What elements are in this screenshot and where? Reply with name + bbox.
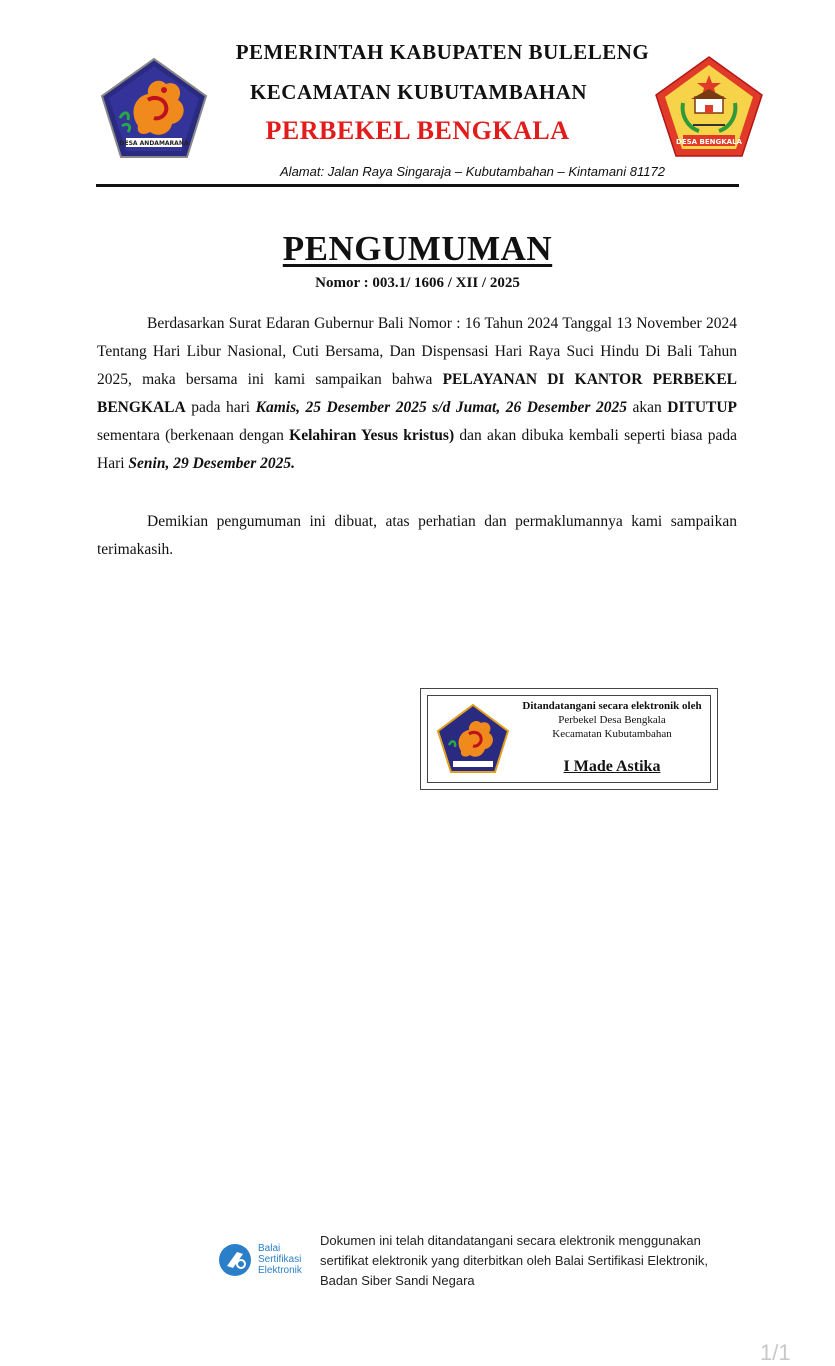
- paragraph-text: Berdasarkan Surat Edaran Gubernur Bali Nomor : 16 Tahun 2024 Tanggal 13 November 2024 Tentang Hari Libur Nasional, Cuti Bersama, Dan Dispensasi Hari Raya Suci Hindu Di Bali Tahun 2025, maka bersama ini kami sampaikan bahwa: [97, 315, 737, 388]
- holiday-reason: Kelahiran Yesus kristus): [289, 427, 455, 444]
- closing-text: Demikian pengumuman ini dibuat, atas perhatian dan permaklumannya kami sampaikan terimakasih.: [97, 513, 737, 558]
- bse-label-line: Balai: [258, 1243, 281, 1254]
- disclaimer-line: Dokumen ini telah ditandatangani secara elektronik menggunakan: [320, 1233, 701, 1248]
- letterhead-office: PERBEKEL BENGKALA: [265, 116, 570, 145]
- letterhead-government: PEMERINTAH KABUPATEN BULELENG: [235, 40, 650, 64]
- signature-crest-logo: [435, 703, 511, 775]
- service-office-emphasis: PELAYANAN DI KANTOR PERBEKEL BENGKALA: [97, 371, 738, 416]
- bse-certificate-icon: [215, 1240, 255, 1280]
- document-title: [0, 229, 835, 269]
- signer-district: Kecamatan Kubutambahan: [552, 728, 672, 740]
- paragraph-text: sementara (berkenaan dengan: [97, 427, 290, 444]
- document-title-text: PENGUMUMAN: [282, 229, 553, 268]
- disclaimer-line: Badan Siber Sandi Negara: [320, 1273, 475, 1288]
- logo-left-label: DESA ANDAMARANA: [119, 140, 189, 147]
- closed-emphasis: DITUTUP: [667, 399, 738, 416]
- bse-label-line: Elektronik: [258, 1265, 302, 1276]
- bse-label: [258, 1243, 302, 1276]
- document-number: Nomor : 003.1/ 1606 / XII / 2025: [315, 275, 520, 291]
- letterhead-address: Alamat: Jalan Raya Singaraja – Kubutambahan – Kintamani 81172: [280, 164, 665, 179]
- closure-dates: Kamis, 25 Desember 2025 s/d Jumat, 26 Desember 2025: [255, 399, 627, 416]
- bse-label-line: Sertifikasi: [258, 1254, 302, 1265]
- signature-caption: Ditandatangani secara elektronik oleh: [522, 700, 702, 712]
- announcement-paragraph: [97, 310, 737, 478]
- page-indicator: 1/1: [760, 1340, 791, 1365]
- disclaimer-line: sertifikat elektronik yang diterbitkan oleh Balai Sertifikasi Elektronik,: [320, 1253, 709, 1268]
- signer-name: [512, 758, 712, 776]
- logo-right-label: DESA BENGKALA: [676, 138, 742, 146]
- letterhead-divider: [96, 184, 739, 187]
- paragraph-text: pada hari: [185, 399, 256, 416]
- paragraph-text: dan akan dibuka kembali seperti biasa pada Hari: [97, 427, 737, 472]
- closing-paragraph: [97, 508, 737, 564]
- signer-position: Perbekel Desa Bengkala: [558, 714, 666, 726]
- letterhead-district: KECAMATAN KUBUTAMBAHAN: [249, 80, 588, 104]
- signer-name-text: I Made Astika: [563, 758, 661, 775]
- reopen-date: Senin, 29 Desember 2025.: [128, 455, 296, 472]
- esign-disclaimer: [320, 1231, 750, 1291]
- paragraph-text: akan: [626, 399, 668, 416]
